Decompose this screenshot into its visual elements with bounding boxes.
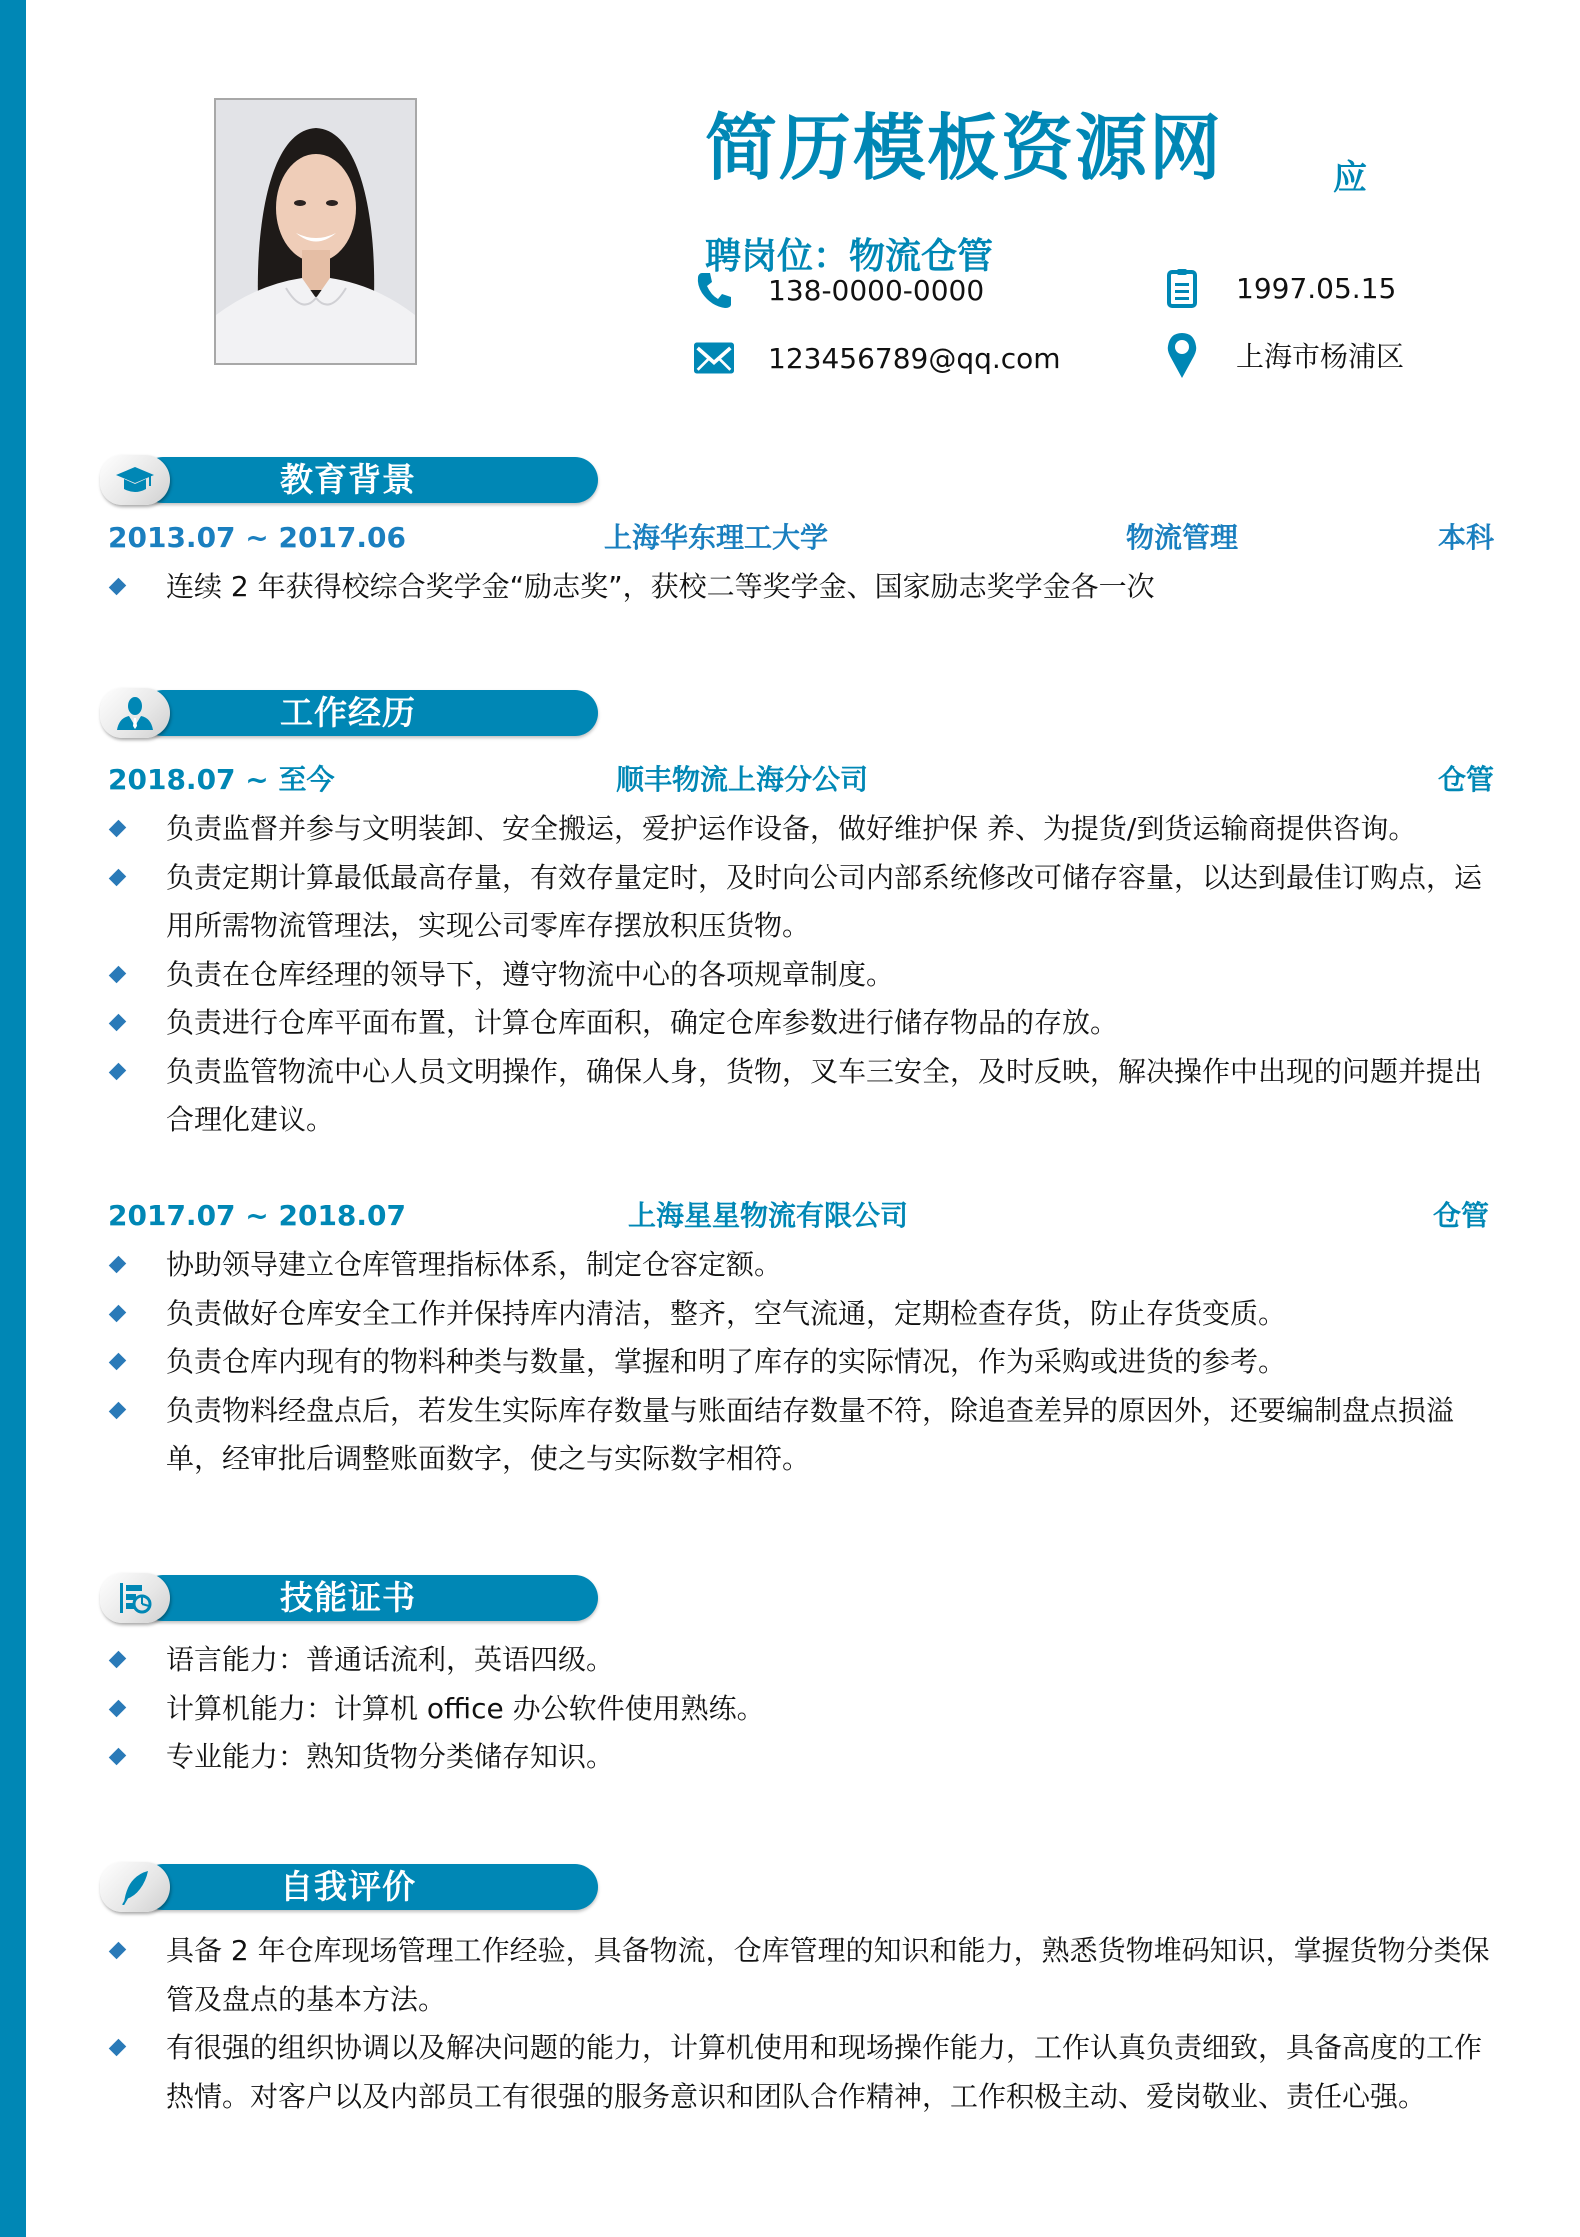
list-item: 负责监督并参与文明装卸、安全搬运，爱护运作设备，做好维护保 养、为提货/到货运输商提供咨询。: [108, 805, 1498, 854]
job-period: 2017.07 ~ 2018.07: [108, 1199, 407, 1232]
list-item: 负责物料经盘点后，若发生实际库存数量与账面结存数量不符，除追查差异的原因外，还要编制盘点损溢单，经审批后调整账面数字，使之与实际数字相符。: [108, 1387, 1498, 1484]
education-bullets: [108, 563, 1498, 612]
list-item: 有很强的组织协调以及解决问题的能力，计算机使用和现场操作能力，工作认真负责细致，具备高度的工作热情。对客户以及内部员工有很强的服务意识和团队合作精神，工作积极主动、爱岗敬业、责任心强。: [108, 2024, 1498, 2121]
apply-prefix: 应: [1333, 158, 1367, 198]
section-header-education: [100, 455, 600, 505]
contact-phone: [694, 270, 984, 310]
diamond-bullet-icon: [109, 1353, 127, 1371]
clipboard-icon: [1162, 268, 1202, 308]
job-bullets: [108, 1241, 1498, 1484]
skills-bullets: [108, 1636, 1498, 1782]
diamond-bullet-icon: [109, 1651, 127, 1669]
section-title: 技能证书: [280, 1578, 416, 1617]
candidate-name: 简历模板资源网: [705, 106, 1224, 190]
education-period: 2013.07 ~ 2017.06: [108, 521, 407, 554]
education-degree: 本科: [1438, 521, 1495, 554]
list-item: 负责在仓库经理的领导下，遵守物流中心的各项规章制度。: [108, 951, 1498, 1000]
graduation-cap-icon: [100, 455, 170, 505]
list-item: 负责监管物流中心人员文明操作，确保人身，货物，叉车三安全，及时反映，解决操作中出现的问题并提出合理化建议。: [108, 1048, 1498, 1145]
diamond-bullet-icon: [109, 868, 127, 886]
list-item: 语言能力：普通话流利，英语四级。: [108, 1636, 1498, 1685]
left-accent-bar: [0, 0, 26, 2237]
section-title: 教育背景: [280, 460, 416, 499]
section-header-skills: [100, 1573, 600, 1623]
education-school: 上海华东理工大学: [604, 521, 829, 554]
diamond-bullet-icon: [109, 1699, 127, 1717]
feather-icon: [100, 1862, 170, 1912]
diamond-bullet-icon: [109, 1942, 127, 1960]
section-header-self-evaluation: [100, 1862, 600, 1912]
person-icon: [100, 688, 170, 738]
contact-location: [1162, 335, 1404, 375]
diamond-bullet-icon: [109, 1304, 127, 1322]
certificate-chart-icon: [100, 1573, 170, 1623]
job-company: 上海星星物流有限公司: [628, 1199, 909, 1232]
diamond-bullet-icon: [109, 2039, 127, 2057]
diamond-bullet-icon: [109, 1401, 127, 1419]
profile-photo: [214, 98, 417, 365]
diamond-bullet-icon: [109, 578, 127, 596]
phone-value: 138-0000-0000: [768, 273, 985, 307]
section-header-work: [100, 688, 600, 738]
diamond-bullet-icon: [109, 1256, 127, 1274]
diamond-bullet-icon: [109, 820, 127, 838]
job-row: [108, 1196, 1490, 1236]
job-period: 2018.07 ~ 至今: [108, 763, 335, 796]
list-item: 负责做好仓库安全工作并保持库内清洁，整齐，空气流通，定期检查存货，防止存货变质。: [108, 1290, 1498, 1339]
portrait-image: [216, 100, 415, 363]
job-position: 仓管: [1438, 763, 1495, 796]
list-item: 专业能力：熟知货物分类储存知识。: [108, 1733, 1498, 1782]
section-title: 自我评价: [280, 1867, 416, 1906]
contact-birthday: [1162, 268, 1396, 308]
list-item: 具备 2 年仓库现场管理工作经验，具备物流，仓库管理的知识和能力，熟悉货物堆码知识，掌握货物分类保管及盘点的基本方法。: [108, 1927, 1498, 2024]
diamond-bullet-icon: [109, 1748, 127, 1766]
list-item: 负责仓库内现有的物料种类与数量，掌握和明了库存的实际情况，作为采购或进货的参考。: [108, 1338, 1498, 1387]
diamond-bullet-icon: [109, 1062, 127, 1080]
job-company: 顺丰物流上海分公司: [616, 763, 869, 796]
email-value: 123456789@qq.com: [768, 341, 1061, 375]
diamond-bullet-icon: [109, 965, 127, 983]
list-item: 协助领导建立仓库管理指标体系，制定仓容定额。: [108, 1241, 1498, 1290]
diamond-bullet-icon: [109, 1014, 127, 1032]
contact-email: [694, 338, 1061, 378]
target-job: 聘岗位：物流仓管: [705, 236, 994, 277]
map-pin-icon: [1162, 335, 1202, 375]
self-evaluation-bullets: [108, 1927, 1498, 2121]
location-value: 上海市杨浦区: [1236, 340, 1405, 373]
birthday-value: 1997.05.15: [1236, 271, 1397, 305]
section-title: 工作经历: [280, 693, 416, 732]
list-item: 负责进行仓库平面布置，计算仓库面积，确定仓库参数进行储存物品的存放。: [108, 999, 1498, 1048]
job-bullets: [108, 805, 1498, 1145]
education-row: [108, 518, 1495, 558]
education-major: 物流管理: [1126, 521, 1239, 554]
list-item: 连续 2 年获得校综合奖学金“励志奖”，获校二等奖学金、国家励志奖学金各一次: [108, 563, 1498, 612]
job-position: 仓管: [1433, 1199, 1490, 1232]
phone-icon: [694, 270, 734, 310]
job-row: [108, 760, 1495, 800]
list-item: 计算机能力：计算机 office 办公软件使用熟练。: [108, 1685, 1498, 1734]
list-item: 负责定期计算最低最高存量，有效存量定时，及时向公司内部系统修改可储存容量，以达到最佳订购点，运用所需物流管理法，实现公司零库存摆放积压货物。: [108, 854, 1498, 951]
envelope-icon: [694, 338, 734, 378]
